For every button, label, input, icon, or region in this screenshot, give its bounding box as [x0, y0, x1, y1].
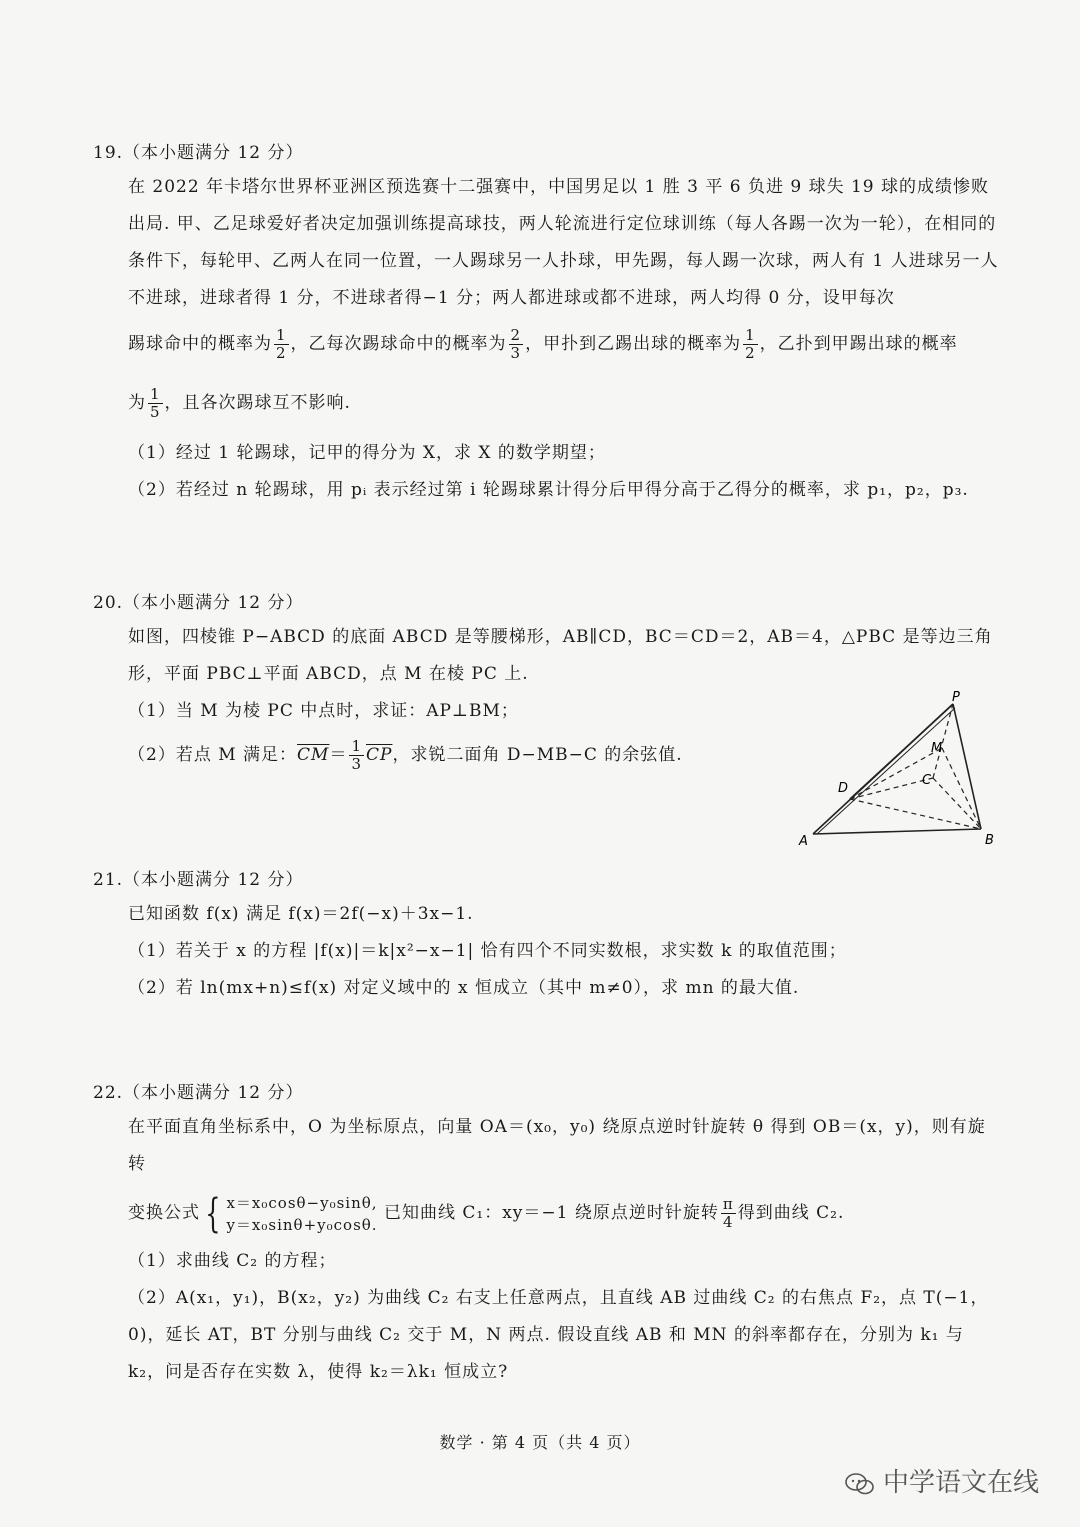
question-21: [93, 865, 1003, 1007]
fraction: $\frac{1}{2}$: [276, 326, 287, 362]
question-21-part-2: （2）若 ln(mx+n)≤f(x) 对定义域中的 x 恒成立（其中 m≠0），求 mn 的最大值.: [128, 978, 800, 998]
question-20-heading: 20.（本小题满分 12 分）: [93, 593, 304, 613]
fraction: $\frac{1}{5}$: [150, 385, 161, 421]
question-21-heading: 21.（本小题满分 12 分）: [93, 870, 304, 890]
edge-AB: [813, 829, 981, 834]
question-22-rotation-formula: 变换公式 { x＝x₀cosθ−y₀sinθ, y＝x₀sinθ+y₀cosθ. 已知曲线 C₁：xy＝−1 绕原点逆时针旋转 $\frac{\pi}{4}$ 得到曲线 C₂.: [128, 1190, 845, 1237]
question-19-independence: 为 $\frac{1}{5}$ ，且各次踢球互不影响.: [128, 385, 351, 421]
label-M: M: [931, 741, 943, 756]
question-19-probabilities: 踢球命中的概率为 $\frac{1}{2}$ ，乙每次踢球命中的概率为 $\frac{2}{3}$ ，甲扑到乙踢出球的概率为 $\frac{1}{2}$ ，乙扑到甲踢出球的概率: [128, 326, 958, 362]
question-19-part-2: （2）若经过 n 轮踢球，用 pᵢ 表示经过第 i 轮踢球累计得分后甲得分高于乙得分的概率，求 p₁，p₂，p₃.: [128, 480, 969, 500]
question-20-stem: 如图，四棱锥 P−ABCD 的底面 ABCD 是等腰梯形，AB∥CD，BC＝CD＝2，AB＝4，△PBC 是等边三角形，平面 PBC⊥平面 ABCD，点 M 在棱 PC 上.: [128, 627, 993, 684]
rotation-system: x＝x₀cosθ−y₀sinθ, y＝x₀sinθ+y₀cosθ.: [226, 1193, 378, 1234]
label-P: P: [952, 690, 960, 705]
page-footer: 数学 · 第 4 页（共 4 页）: [439, 1433, 641, 1452]
question-21-stem: 已知函数 f(x) 满足 f(x)＝2f(−x)＋3x−1.: [128, 904, 474, 924]
question-19-stem: 在 2022 年卡塔尔世界杯亚洲区预选赛十二强赛中，中国男足以 1 胜 3 平 6 负进 9 球失 19 球的成绩惨败出局. 甲、乙足球爱好者决定加强训练提高球技，两人轮流进行定位球训练（每人各踢一次为一轮），在相同的条件下，每轮甲、乙两人在同一位置，一人踢球另一人扑球，甲先踢，每人踢一次球，两人有 1 人进球另一人不进球，进球者得 1 分，不进球者得−1 分；两人都进球或都不进球，两人均得 0 分，设甲每次: [128, 177, 999, 308]
edge-CB: [933, 778, 981, 829]
pyramid-figure: [795, 688, 1005, 850]
watermark: [845, 1462, 1039, 1499]
label-B: B: [985, 833, 994, 848]
question-22-heading: 22.（本小题满分 12 分）: [93, 1083, 304, 1103]
edge-PB: [953, 704, 981, 829]
label-C: C: [922, 773, 932, 788]
fraction: $\frac{1}{2}$: [745, 326, 756, 362]
question-20-part-2: （2）若点 M 满足：$\overline{CM}=$ $\frac{1}{3}$ $\overline{CP}$，求锐二面角 D−MB−C 的余弦值.: [128, 737, 683, 773]
edge-MB: [942, 748, 981, 829]
question-19-heading: 19.（本小题满分 12 分）: [93, 143, 304, 163]
label-D: D: [838, 781, 849, 796]
fraction: $\frac{2}{3}$: [510, 326, 522, 362]
wechat-icon: [845, 1473, 875, 1495]
question-20-part-1: （1）当 M 为棱 PC 中点时，求证：AP⊥BM；: [128, 701, 519, 721]
fraction: $\frac{\pi}{4}$: [722, 1195, 734, 1231]
question-22-stem: 在平面直角坐标系中，O 为坐标原点，向量 OA＝(x₀，y₀) 绕原点逆时针旋转 θ 得到 OB＝(x，y)，则有旋转: [128, 1117, 986, 1174]
label-A: A: [799, 834, 808, 849]
question-19: [93, 138, 1003, 509]
question-22: [93, 1078, 1003, 1391]
edge-DB: [850, 799, 981, 829]
watermark-text: 中学语文在线: [883, 1468, 1040, 1498]
question-22-part-2: （2）A(x₁，y₁)，B(x₂，y₂) 为曲线 C₂ 右支上任意两点，且直线 AB 过曲线 C₂ 的右焦点 F₂，点 T(−1，0)，延长 AT，BT 分别与曲线 C₂ 交于 M，N 两点. 假设直线 AB 和 MN 的斜率都存在，分别为 k₁ 与 k₂，问是否存在实数 λ，使得 k₂＝λk₁ 恒成立?: [128, 1288, 989, 1382]
question-21-part-1: （1）若关于 x 的方程 |f(x)|＝k|x²−x−1| 恰有四个不同实数根，求实数 k 的取值范围；: [128, 941, 847, 961]
question-19-part-1: （1）经过 1 轮踢球，记甲的得分为 X，求 X 的数学期望；: [128, 443, 606, 463]
fraction: $\frac{1}{3}$: [351, 737, 362, 773]
question-22-part-1: （1）求曲线 C₂ 的方程；: [128, 1251, 337, 1271]
